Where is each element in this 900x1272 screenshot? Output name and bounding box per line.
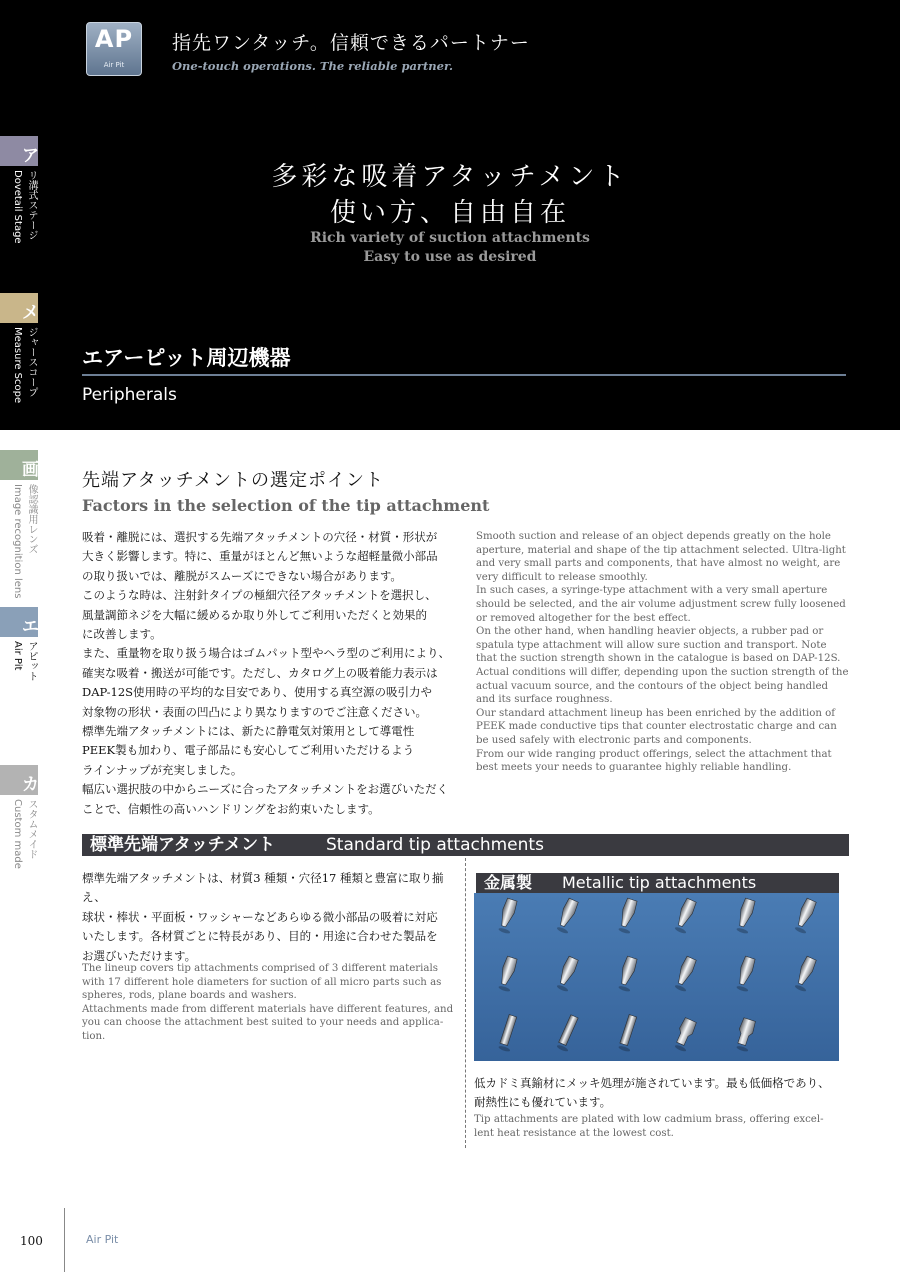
text-line: Actual conditions will differ, depending upon the suction strength of the — [476, 666, 849, 678]
metallic-tips-photo — [474, 893, 839, 1061]
standard-section-header — [82, 834, 849, 856]
text-line: 標準先端アタッチメントは、材質3 種類・穴径17 種類と豊富に取り揃え、 — [82, 871, 444, 905]
metallic-title-jp: 金属製 — [484, 873, 533, 892]
text-line: best meets your needs to guarantee highly reliable handling. — [476, 762, 792, 774]
standard-body-japanese — [82, 869, 462, 966]
side-tab-label-jp: スタムメイド — [26, 799, 37, 859]
text-line: に改善します。 — [82, 627, 162, 642]
hero-title-line2: 使い方、自由自在 — [329, 198, 570, 228]
text-line: actual vacuum source, and the contours of the object being handled — [476, 680, 829, 692]
text-line: On the other hand, when handling heavier objects, a rubber pad or — [476, 626, 824, 638]
standard-body-english — [82, 962, 462, 1044]
text-line: tion. — [82, 1030, 106, 1042]
side-tab-label-jp: 像認識用レンズ — [26, 484, 37, 554]
standard-title-jp: 標準先端アタッチメント — [90, 835, 276, 855]
standard-title-en: Standard tip attachments — [326, 835, 544, 855]
side-tab-glyph: カ — [22, 775, 39, 795]
text-line: should be selected, and the air volume adjustment screw fully loosened — [476, 598, 846, 610]
tagline-english: One-touch operations. The reliable partner. — [172, 59, 453, 73]
selection-body-english — [476, 530, 852, 775]
peripherals-divider — [82, 374, 846, 376]
selection-body-japanese — [82, 528, 462, 819]
text-line: that the suction strength shown in the catalogue is based on DAP-12S. — [476, 653, 841, 665]
side-tab-label-en: Dovetail Stage — [12, 170, 23, 244]
text-line: の取り扱いでは、離脱がスムーズにできない場合があります。 — [82, 568, 402, 583]
text-line: また、重量物を取り扱う場合はゴムパット型やヘラ型のご利用により、 — [82, 646, 450, 661]
text-line: ラインナップが充実しました。 — [82, 762, 243, 777]
side-tab-label-jp: ジャースコープ — [26, 327, 37, 397]
peripherals-title: エアーピット周辺機器 — [82, 346, 291, 370]
text-line: spatula type attachment will allow sure suction and transport. Note — [476, 639, 827, 651]
side-tab-glyph: メ — [22, 303, 39, 323]
text-line: very difficult to release smoothly. — [476, 571, 648, 583]
footer-divider — [64, 1208, 65, 1272]
text-line: The lineup covers tip attachments comprised of 3 different materials — [82, 963, 438, 974]
text-line: Tip attachments are plated with low cadmium brass, offering excel- — [474, 1114, 824, 1125]
text-line: PEEK made conductive tips that counter electrostatic charge and can — [476, 721, 837, 733]
metallic-section-header — [476, 873, 839, 893]
text-line: 標準先端アタッチメントには、新たに静電気対策用として導電性 — [82, 724, 415, 739]
text-line: 幅広い選択肢の中からニーズに合ったアタッチメントをお選びいただく — [82, 782, 449, 797]
side-tab-label-jp: アピット — [26, 641, 37, 681]
text-line: 対象物の形状・表面の凹凸により異なりますのでご注意ください。 — [82, 704, 427, 719]
text-line: 球状・棒状・平面板・ワッシャーなどあらゆる微小部品の吸着に対応 — [82, 909, 438, 924]
side-tab-glyph: ア — [22, 146, 39, 166]
text-line: いたします。各材質ごとに特長があり、目的・用途に合わせた製品を — [82, 929, 438, 944]
text-line: aperture, material and shape of the tip attachment selected. Ultra-light — [476, 544, 846, 556]
metallic-title-en: Metallic tip attachments — [562, 873, 757, 892]
column-divider — [465, 858, 466, 1148]
text-line: be used safely with electronic parts and components. — [476, 734, 752, 746]
logo-subtext: Air Pit — [103, 61, 125, 69]
text-line: From our wide ranging product offerings, select the attachment that — [476, 748, 832, 760]
text-line: Attachments made from different materials have different features, and — [82, 1003, 454, 1015]
text-line: with 17 different hole diameters for suction of all micro parts such as — [82, 976, 442, 988]
side-tab-glyph: エ — [22, 617, 39, 637]
side-tab-label-en: Image recognition lens — [12, 484, 23, 599]
peripherals-subtitle: Peripherals — [82, 385, 177, 405]
footer-section-name: Air Pit — [86, 1233, 119, 1246]
hero-subtitle-line2: Easy to use as desired — [363, 249, 537, 265]
text-line: 吸着・離脱には、選択する先端アタッチメントの穴径・材質・形状が — [82, 530, 438, 544]
text-line: Our standard attachment lineup has been enriched by the addition of — [476, 707, 836, 719]
text-line: or removed altogether for the best effect. — [476, 612, 691, 624]
metallic-body-english — [474, 1113, 844, 1140]
text-line: and its surface roughness. — [476, 694, 613, 706]
side-tab-glyph: 画 — [22, 460, 39, 480]
side-tab-label-jp: リ溝式ステージ — [26, 170, 37, 240]
text-line: you can choose the attachment best suited to your needs and applica- — [82, 1017, 444, 1029]
hero-title-line1: 多彩な吸着アタッチメント — [271, 162, 629, 192]
selection-subtitle: Factors in the selection of the tip attachment — [82, 496, 490, 515]
text-line: DAP-12S使用時の平均的な目安であり、使用する真空源の吸引力や — [82, 685, 433, 700]
side-tab-label-en: Custom made — [12, 799, 23, 869]
text-line: spheres, rods, plane boards and washers. — [82, 990, 297, 1002]
hero-banner — [0, 0, 900, 430]
side-tab-label-en: Air Pit — [12, 641, 23, 671]
text-line: 大きく影響します。特に、重量がほとんど無いような超軽量微小部品 — [82, 549, 438, 564]
text-line: lent heat resistance at the lowest cost. — [474, 1127, 674, 1139]
logo-text: AP — [94, 25, 134, 53]
metallic-body-japanese — [474, 1074, 854, 1113]
selection-title: 先端アタッチメントの選定ポイント — [82, 470, 385, 491]
text-line: PEEK製も加わり、電子部品にも安心してご利用いただけるよう — [82, 743, 415, 758]
page-number: 100 — [20, 1234, 43, 1248]
text-line: 耐熱性にも優れています。 — [474, 1095, 612, 1110]
text-line: 低カドミ真鍮材にメッキ処理が施されています。最も低価格であり、 — [474, 1076, 830, 1090]
airpit-logo — [86, 22, 142, 76]
text-line: and very small parts and components, that have almost no weight, are — [476, 558, 841, 570]
text-line: In such cases, a syringe-type attachment with a very small aperture — [476, 585, 828, 597]
hero-subtitle-line1: Rich variety of suction attachments — [310, 230, 590, 246]
text-line: ことで、信頼性の高いハンドリングをお約束いたします。 — [82, 801, 380, 816]
side-tab-label-en: Measure Scope — [12, 327, 23, 404]
text-line: 風量調節ネジを大幅に緩めるか取り外してご利用いただくと効果的 — [82, 607, 427, 622]
text-line: このような時は、注射針タイプの極細穴径アタッチメントを選択し、 — [82, 588, 437, 603]
text-line: お選びいただけます。 — [82, 948, 197, 963]
tagline-japanese: 指先ワンタッチ。信頼できるパートナー — [172, 32, 530, 54]
text-line: 確実な吸着・搬送が可能です。ただし、カタログ上の吸着能力表示は — [82, 665, 438, 680]
text-line: Smooth suction and release of an object depends greatly on the hole — [476, 531, 831, 542]
